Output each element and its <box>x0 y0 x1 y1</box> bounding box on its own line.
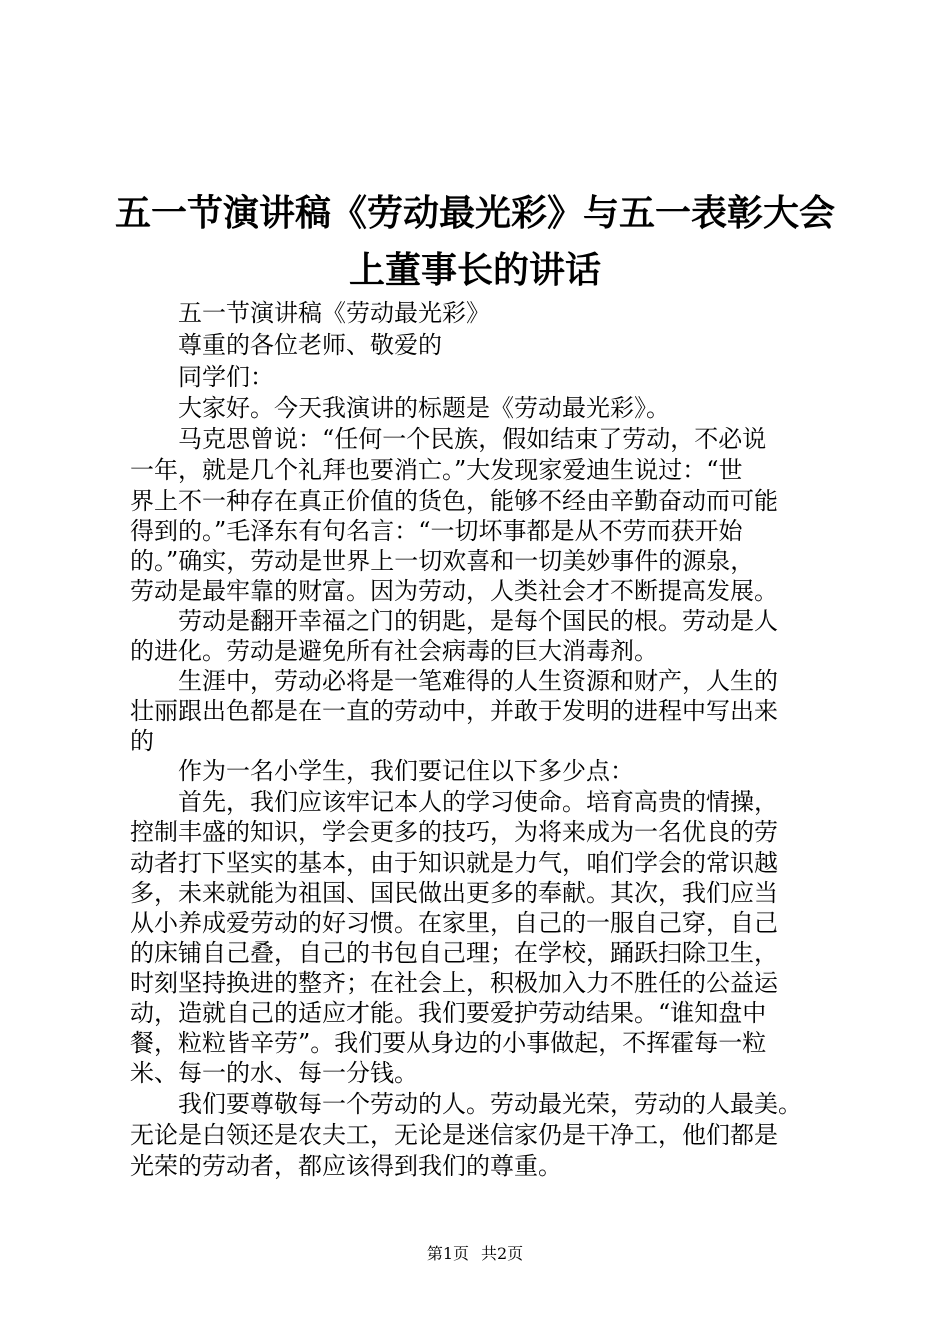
body-line: 界上不一种存在真正价值的货色，能够不经由辛勤奋动而可能 <box>130 487 778 515</box>
body-line: 大家好。今天我演讲的标题是《劳动最光彩》。 <box>178 394 670 422</box>
body-line: 五一节演讲稿《劳动最光彩》 <box>178 299 490 327</box>
body-line: 同学们： <box>178 363 274 391</box>
body-line: 一年，就是几个礼拜也要消亡。”大发现家爱迪生说过：“世 <box>130 456 743 484</box>
body-line: 的进化。劳动是避免所有社会病毒的巨大消毒剂。 <box>130 637 658 665</box>
body-line: 从小养成爱劳动的好习惯。在家里，自己的一服自己穿，自己 <box>130 909 778 937</box>
body-line: 作为一名小学生，我们要记住以下多少点： <box>178 757 634 785</box>
body-line: 米、每一的水、每一分钱。 <box>130 1059 418 1087</box>
body-line: 的床铺自己叠，自己的书包自己理；在学校，踊跃扫除卫生， <box>130 939 778 967</box>
body-line: 餐，粒粒皆辛劳”。我们要从身边的小事做起，不挥霍每一粒 <box>130 1029 767 1057</box>
body-line: 动者打下坚实的基本，由于知识就是力气，咱们学会的常识越 <box>130 849 778 877</box>
page-number: 第1页 <box>426 1244 469 1263</box>
body-line: 首先，我们应该牢记本人的学习使命。培育高贵的情操， <box>178 788 778 816</box>
document-title-line-1: 五一节演讲稿《劳动最光彩》与五一表彰大会 <box>114 192 835 234</box>
document-title-line-2: 上董事长的讲话 <box>348 249 601 291</box>
body-line: 壮丽跟出色都是在一直的劳动中，并敢于发明的进程中写出来 <box>130 697 778 725</box>
body-line: 时刻坚持换进的整齐；在社会上，积极加入力不胜任的公益运 <box>130 969 778 997</box>
body-line: 得到的。”毛泽东有句名言：“一切坏事都是从不劳而获开始 <box>130 517 743 545</box>
body-line: 尊重的各位老师、敬爱的 <box>178 331 442 359</box>
body-line: 劳动是最牢靠的财富。因为劳动，人类社会才不断提高发展。 <box>130 577 778 605</box>
body-line: 马克思曾说：“任何一个民族，假如结束了劳动，不必说 <box>178 425 767 453</box>
body-line: 动，造就自己的适应才能。我们要爱护劳动结果。“谁知盘中 <box>130 999 767 1027</box>
body-line: 多，未来就能为祖国、国民做出更多的奉献。其次，我们应当 <box>130 879 778 907</box>
body-line: 光荣的劳动者，都应该得到我们的尊重。 <box>130 1152 562 1180</box>
page-total: 共2页 <box>481 1244 524 1263</box>
body-line: 的 <box>130 727 154 755</box>
body-line: 无论是白领还是农夫工，无论是迷信家仍是干净工，他们都是 <box>130 1121 778 1149</box>
body-line: 控制丰盛的知识，学会更多的技巧，为将来成为一名优良的劳 <box>130 818 778 846</box>
body-line: 生涯中，劳动必将是一笔难得的人生资源和财产，人生的 <box>178 667 778 695</box>
body-line: 我们要尊敬每一个劳动的人。劳动最光荣，劳动的人最美。 <box>178 1090 802 1118</box>
page-footer <box>0 1244 950 1264</box>
body-line: 的。”确实，劳动是世界上一切欢喜和一切美妙事件的源泉， <box>130 547 755 575</box>
body-line: 劳动是翻开幸福之门的钥匙，是每个国民的根。劳动是人 <box>178 607 778 635</box>
